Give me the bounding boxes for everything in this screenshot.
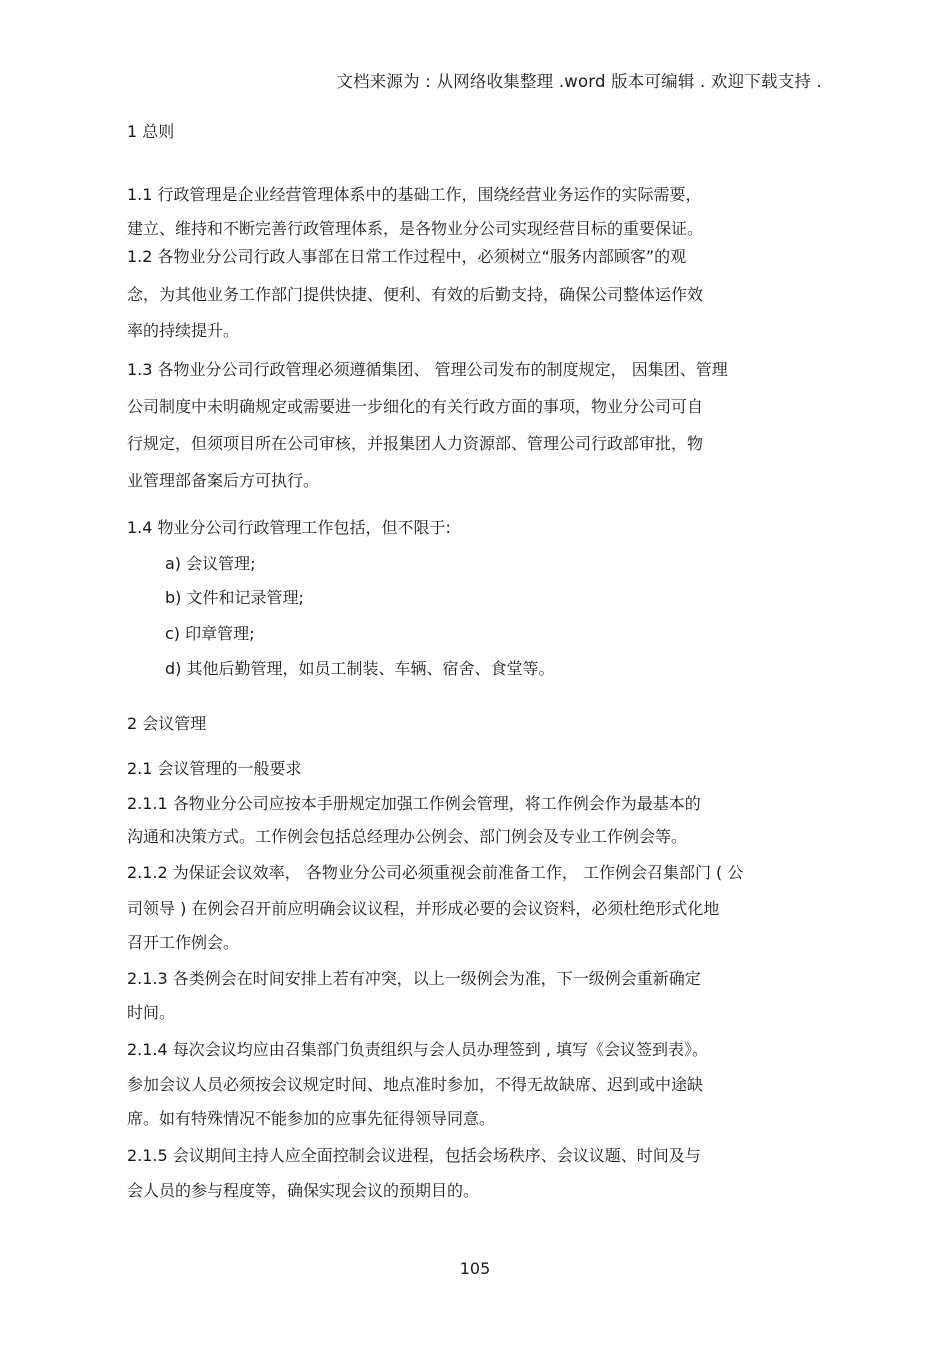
page-number: 105	[459, 1259, 491, 1278]
paragraph-1-1-line-1: 1.1 行政管理是企业经营管理体系中的基础工作，围绕经营业务运作的实际需要，	[127, 185, 702, 204]
section-2-title: 2 会议管理	[127, 714, 207, 733]
paragraph-1-3-line-3: 行规定，但须项目所在公司审核，并报集团人力资源部、管理公司行政部审批，物	[127, 434, 704, 453]
document-header: 文档来源为 : 从网络收集整理 .word 版本可编辑 . 欢迎下载支持 .	[336, 72, 822, 91]
paragraph-1-3-line-4: 业管理部备案后方可执行。	[127, 471, 320, 490]
paragraph-2-1-2-line-1: 2.1.2 为保证会议效率， 各物业分公司必须重视会前准备工作， 工作例会召集部门 ( 公	[127, 863, 744, 882]
section-2-1-title: 2.1 会议管理的一般要求	[127, 759, 302, 778]
paragraph-2-1-2-line-2: 司领导 ) 在例会召开前应明确会议议程，并形成必要的会议资料，必须杜绝形式化地	[127, 899, 720, 918]
list-item-a: a) 会议管理;	[165, 554, 256, 573]
paragraph-1-1-line-2: 建立、维持和不断完善行政管理体系，是各物业分公司实现经营目标的重要保证。	[127, 219, 704, 238]
paragraph-1-3-line-2: 公司制度中未明确规定或需要进一步细化的有关行政方面的事项，物业分公司可自	[127, 397, 704, 416]
paragraph-2-1-1-line-2: 沟通和决策方式。工作例会包括总经理办公例会、部门例会及专业工作例会等。	[127, 827, 688, 846]
list-item-d: d) 其他后勤管理，如员工制装、车辆、宿舍、食堂等。	[165, 659, 555, 678]
paragraph-2-1-3-line-2: 时间。	[127, 1003, 176, 1022]
paragraph-1-3-line-1: 1.3 各物业分公司行政管理必须遵循集团、 管理公司发布的制度规定， 因集团、管理	[127, 360, 728, 379]
paragraph-1-4: 1.4 物业分公司行政管理工作包括，但不限于:	[127, 518, 451, 537]
paragraph-2-1-4-line-3: 席。如有特殊情况不能参加的应事先征得领导同意。	[127, 1109, 496, 1128]
paragraph-2-1-4-line-1: 2.1.4 每次会议均应由召集部门负责组织与会人员办理签到 , 填写《会议签到表》。	[127, 1040, 709, 1059]
paragraph-2-1-5-line-1: 2.1.5 会议期间主持人应全面控制会议进程，包括会场秩序、会议议题、时间及与	[127, 1146, 701, 1165]
paragraph-2-1-4-line-2: 参加会议人员必须按会议规定时间、地点准时参加，不得无故缺席、迟到或中途缺	[127, 1075, 704, 1094]
section-1-title: 1 总则	[127, 122, 175, 141]
paragraph-1-2-line-2: 念，为其他业务工作部门提供快捷、便利、有效的后勤支持，确保公司整体运作效	[127, 285, 704, 304]
list-item-c: c) 印章管理;	[165, 624, 255, 643]
paragraph-2-1-3-line-1: 2.1.3 各类例会在时间安排上若有冲突，以上一级例会为准，下一级例会重新确定	[127, 969, 701, 988]
paragraph-2-1-5-line-2: 会人员的参与程度等，确保实现会议的预期目的。	[127, 1181, 480, 1200]
paragraph-1-2-line-1: 1.2 各物业分公司行政人事部在日常工作过程中，必须树立“服务内部顾客”的观	[127, 247, 687, 266]
paragraph-2-1-1-line-1: 2.1.1 各物业分公司应按本手册规定加强工作例会管理，将工作例会作为最基本的	[127, 794, 701, 813]
paragraph-2-1-2-line-3: 召开工作例会。	[127, 933, 240, 952]
paragraph-1-2-line-3: 率的持续提升。	[127, 321, 240, 340]
list-item-b: b) 文件和记录管理;	[165, 588, 304, 607]
